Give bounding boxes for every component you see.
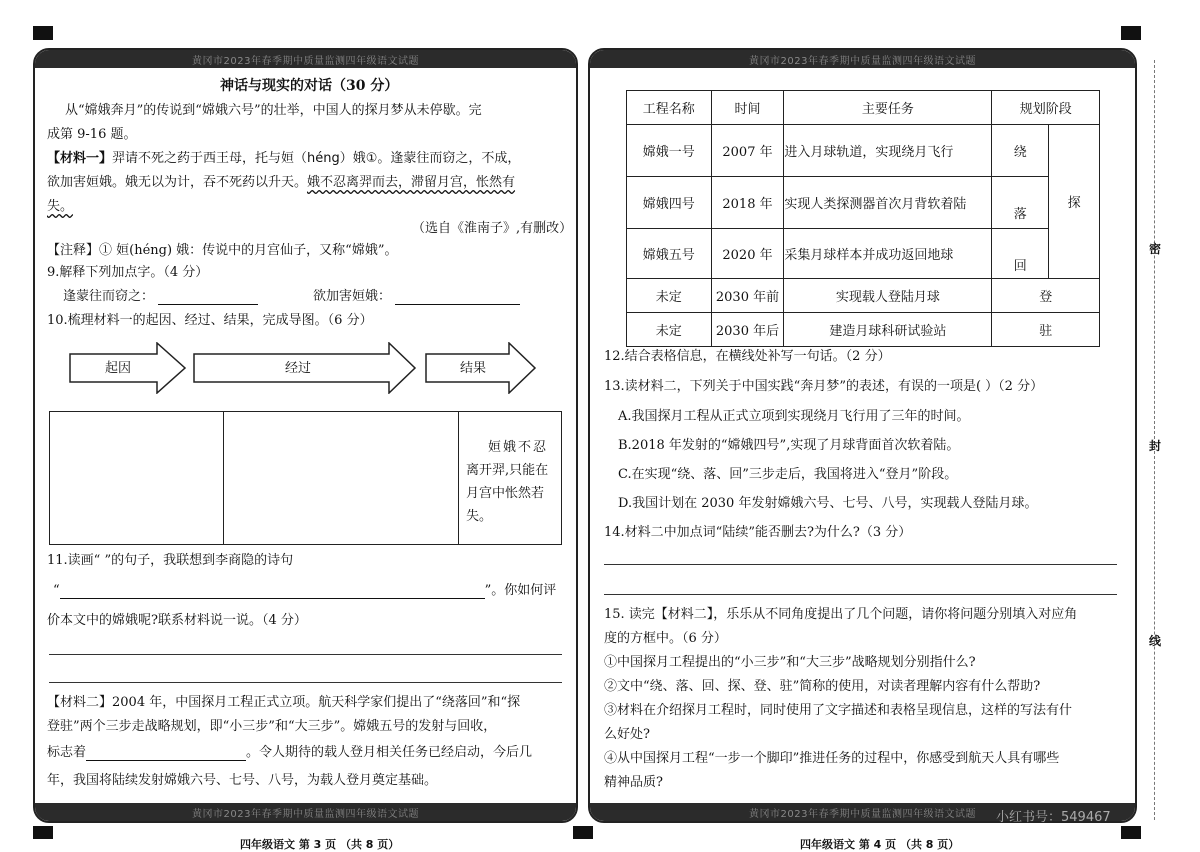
result-text-line: 月宫中怅然若 (466, 486, 545, 501)
table-row (627, 125, 1100, 177)
result-text-line: 姮娥不忍 (488, 440, 549, 455)
arrow-label-result: 结果 (460, 361, 487, 376)
answer-blank[interactable] (395, 292, 520, 305)
q15-item: 精神品质? (604, 775, 663, 790)
table-cell-task: 进入月球轨道，实现绕月飞行 (784, 125, 992, 177)
question-10-label: 10.梳理材料一的起因、经过、结果，完成导图。（6 分） (47, 313, 373, 328)
question-11-line-1: 11.读画“ ”的句子，我联想到李商隐的诗句 (47, 553, 294, 568)
q15-item: ②文中“绕、落、回、探、登、驻”简称的使用，对读者理解内容有什么帮助? (604, 679, 1041, 694)
exam-page-4 (588, 48, 1137, 823)
footer-band-text: 黄冈市2023年春季期中质量监测四年级语文试题 (192, 809, 419, 820)
material-1-text-1: 羿请不死之药于西王母，托与姮（héng）娥①。逢蒙往而窃之，不成， (112, 151, 521, 166)
question-12-label: 12.结合表格信息，在横线处补写一句话。（2 分） (604, 349, 891, 364)
intro-line-1: 从“嫦娥奔月”的传说到“嫦娥六号”的壮举，中国人的探月梦从未停歇。完 (65, 103, 482, 118)
material-2-line-3 (47, 744, 532, 761)
material-2-line-4: 年，我国将陆续发射嫦娥六号、七号、八号，为载人登月奠定基础。 (47, 773, 438, 788)
table-cell-time: 2018 年 (711, 177, 784, 229)
registration-mark (33, 26, 53, 40)
watermark: 小红书号：549467 (996, 810, 1111, 825)
table-cell-name: 未定 (627, 279, 712, 313)
material-2-text-3a: 标志着 (47, 745, 87, 760)
page-footer-right: 四年级语文 第 4 页 （共 8 页） (800, 838, 960, 851)
registration-mark (1121, 826, 1141, 839)
question-9-label: 9.解释下列加点字。（4 分） (47, 265, 209, 280)
table-cell-merged-stage: 探 (1049, 125, 1100, 279)
registration-mark (33, 826, 53, 839)
material-2-line-2: 登驻”两个三步走战略规划，即“小三步”和“大三步”。嫦娥五号的发射与回收， (47, 719, 497, 734)
q15-item: ④从中国探月工程“一步一个脚印”推进任务的过程中，你感受到航天人具有哪些 (604, 751, 1060, 766)
answer-line[interactable] (604, 594, 1117, 595)
material-1-wavy-sentence: 娥不忍离羿而去，滞留月宫，怅然有 (307, 175, 516, 190)
table-row (627, 177, 1100, 229)
q11-line-2-end: ”。你如何评 (484, 583, 557, 598)
table-cell-time: 2030 年后 (711, 313, 784, 347)
table-cell-task: 建造月球科研试验站 (784, 313, 992, 347)
material-1-source: （选自《淮南子》,有删改） (412, 221, 573, 236)
open-quote: “ (53, 583, 60, 598)
material-1-label: 【材料一】 (47, 151, 113, 166)
material-1-wavy-end: 失。 (47, 199, 74, 214)
registration-mark (1121, 26, 1141, 40)
table-header: 时间 (711, 91, 784, 125)
answer-blank-poem[interactable] (60, 586, 485, 599)
table-header: 主要任务 (784, 91, 992, 125)
registration-mark (573, 826, 593, 839)
result-text-line: 离开羿,只能在 (466, 463, 549, 478)
question-9-item-2 (313, 288, 520, 305)
table-cell-task: 采集月球样本并成功返回地球 (784, 229, 992, 279)
question-14-label: 14.材料二中加点词“陆续”能否删去?为什么?（3 分） (604, 525, 912, 540)
question-15-line-2: 度的方框中。（6 分） (604, 631, 727, 646)
material-2-line-1: 【材料二】2004 年，中国探月工程正式立项。航天科学家们提出了“绕落回”和“探 (47, 695, 521, 710)
q15-item: 么好处? (604, 727, 650, 742)
question-13-label: 13.读材料二，下列关于中国实践“奔月梦”的表述，有误的一项是( ）（2 分） (604, 379, 1044, 394)
table-row (627, 313, 1100, 347)
table-row (627, 279, 1100, 313)
answer-box-cause[interactable] (49, 411, 224, 545)
answer-box-process[interactable] (223, 411, 459, 545)
material-1-line-1 (47, 150, 520, 167)
answer-line[interactable] (49, 682, 562, 683)
material-2-text-3b: 。令人期待的载人登月相关任务已经启动，今后几 (246, 745, 533, 760)
material-1-text-2: 欲加害姮娥。娥无以为计，吞不死药以升天。 (47, 175, 308, 190)
table-cell-time: 2020 年 (711, 229, 784, 279)
q13-option-b[interactable]: B.2018 年发射的“嫦娥四号”,实现了月球背面首次软着陆。 (618, 438, 960, 453)
table-cell-stage: 落 (992, 177, 1049, 229)
answer-blank[interactable] (158, 292, 258, 305)
header-band (590, 50, 1135, 68)
table-cell-time: 2030 年前 (711, 279, 784, 313)
table-header: 工程名称 (627, 91, 712, 125)
table-header: 规划阶段 (992, 91, 1100, 125)
binding-label-xian: 线 (1149, 634, 1162, 648)
footer-band (35, 803, 576, 821)
question-11-line-2 (53, 582, 556, 599)
arrow-label-process: 经过 (285, 361, 312, 376)
annotation-note: 【注释】① 姮(héng) 娥：传说中的月宫仙子，又称“嫦娥”。 (47, 243, 398, 258)
page-footer-left: 四年级语文 第 3 页 （共 8 页） (240, 838, 400, 851)
table-cell-task: 实现载人登陆月球 (784, 279, 992, 313)
intro-line-2: 成第 9-16 题。 (47, 127, 137, 142)
question-11-line-3: 价本文中的嫦娥呢?联系材料说一说。（4 分） (47, 613, 307, 628)
table-cell-name: 嫦娥五号 (627, 229, 712, 279)
table-row (627, 229, 1100, 279)
q13-option-c[interactable]: C.在实现“绕、落、回”三步走后，我国将进入“登月”阶段。 (618, 467, 958, 482)
table-cell-stage: 回 (992, 229, 1049, 279)
question-9-item-1 (63, 288, 258, 305)
table-cell-name: 未定 (627, 313, 712, 347)
table-cell-stage: 绕 (992, 125, 1049, 177)
q9-item-2-text: 欲加害姮娥： (313, 289, 392, 304)
material-1-line-2 (47, 174, 515, 191)
header-band-text: 黄冈市2023年春季期中质量监测四年级语文试题 (749, 56, 976, 67)
result-text-line: 失。 (466, 509, 493, 524)
answer-line[interactable] (604, 564, 1117, 565)
table-cell-name: 嫦娥四号 (627, 177, 712, 229)
q15-item: ①中国探月工程提出的“小三步”和“大三步”战略规划分别指什么? (604, 655, 976, 670)
answer-blank-q12[interactable] (86, 748, 246, 761)
section-title: 神话与现实的对话（30 分） (220, 78, 399, 94)
arrow-label-cause: 起因 (105, 361, 132, 376)
table-cell-stage: 驻 (992, 313, 1100, 347)
table-cell-name: 嫦娥一号 (627, 125, 712, 177)
q9-item-1-text: 逢蒙往而窃之： (63, 289, 155, 304)
table-cell-time: 2007 年 (711, 125, 784, 177)
question-15-line-1: 15. 读完【材料二】，乐乐从不同角度提出了几个问题，请你将问题分别填入对应角 (604, 607, 1078, 622)
header-band-text: 黄冈市2023年春季期中质量监测四年级语文试题 (192, 56, 419, 67)
q13-option-d[interactable]: D.我国计划在 2030 年发射嫦娥六号、七号、八号，实现载人登陆月球。 (618, 496, 1038, 511)
binding-label-mi: 密 (1149, 242, 1162, 256)
q15-item: ③材料在介绍探月工程时，同时使用了文字描述和表格呈现信息，这样的写法有什 (604, 703, 1073, 718)
table-cell-stage: 登 (992, 279, 1100, 313)
footer-band-text: 黄冈市2023年春季期中质量监测四年级语文试题 (749, 809, 976, 820)
header-band (35, 50, 576, 68)
binding-label-feng: 封 (1149, 439, 1162, 453)
q13-option-a[interactable]: A.我国探月工程从正式立项到实现绕月飞行用了三年的时间。 (618, 409, 970, 424)
answer-line[interactable] (49, 654, 562, 655)
table-cell-task: 实现人类探测器首次月背软着陆 (784, 177, 992, 229)
exam-page-3 (33, 48, 578, 823)
lunar-program-table (626, 90, 1100, 347)
